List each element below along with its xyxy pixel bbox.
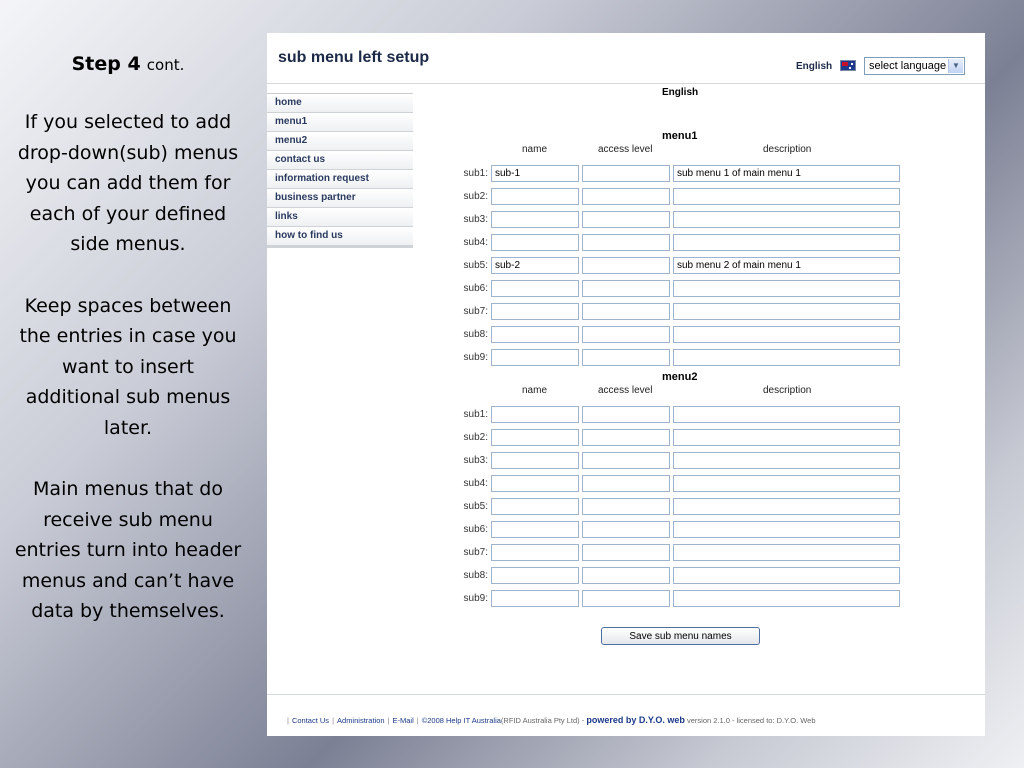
step-label: Step 4: [71, 53, 141, 75]
submenu-name-input[interactable]: sub-1: [491, 165, 579, 182]
submenu-access-input[interactable]: [582, 498, 670, 515]
sidebar-bottom-border: [267, 246, 413, 248]
column-header-description: description: [763, 144, 812, 155]
sidebar-item-links[interactable]: links: [267, 208, 413, 227]
submenu-name-input[interactable]: [491, 567, 579, 584]
column-header-access-level: access level: [598, 385, 653, 396]
submenu-description-input[interactable]: [673, 406, 900, 423]
row-label: sub4:: [463, 478, 488, 489]
row-label: sub9:: [463, 593, 488, 604]
column-header-name: name: [522, 385, 548, 396]
step-cont: cont.: [146, 56, 185, 74]
submenu-name-input[interactable]: [491, 475, 579, 492]
submenu-description-input[interactable]: [673, 429, 900, 446]
sidebar-item-how-to-find-us[interactable]: how to find us: [267, 227, 413, 246]
sidebar-item-menu1[interactable]: menu1: [267, 113, 413, 132]
submenu-name-input[interactable]: [491, 303, 579, 320]
submenu-access-input[interactable]: [582, 567, 670, 584]
submenu-access-input[interactable]: [582, 188, 670, 205]
submenu-name-input[interactable]: [491, 349, 579, 366]
footer-powered-link[interactable]: powered by D.Y.O. web: [586, 715, 685, 725]
submenu-description-input[interactable]: [673, 590, 900, 607]
row-label: sub7:: [463, 547, 488, 558]
submenu-description-input[interactable]: [673, 234, 900, 251]
footer-email-link[interactable]: E-Mail: [392, 716, 414, 725]
footer-contact-link[interactable]: Contact Us: [291, 716, 330, 725]
footer: | Contact Us | Administration | E-Mail | ©2008 Help IT Australia(RFID Australia Pty Ltd) - powered by D.Y.O. web version 2.1.0 - licensed to: D.Y.O. Web: [287, 715, 816, 725]
submenu-name-input[interactable]: sub-2: [491, 257, 579, 274]
submenu-name-input[interactable]: [491, 188, 579, 205]
submenu-name-input[interactable]: [491, 211, 579, 228]
row-label: sub5:: [463, 260, 488, 271]
footer-admin-link[interactable]: Administration: [337, 716, 385, 725]
row-label: sub3:: [463, 214, 488, 225]
page-title: sub menu left setup: [278, 49, 430, 66]
submenu-access-input[interactable]: [582, 544, 670, 561]
sidebar-item-contact-us[interactable]: contact us: [267, 151, 413, 170]
submenu-access-input[interactable]: [582, 475, 670, 492]
submenu-access-input[interactable]: [582, 165, 670, 182]
form-language: English: [662, 87, 699, 98]
submenu-access-input[interactable]: [582, 521, 670, 538]
footer-version: version 2.1.0 - licensed to: D.Y.O. Web: [686, 716, 816, 725]
language-label: English: [796, 61, 833, 72]
submenu-description-input[interactable]: [673, 498, 900, 515]
block-title-menu2: menu2: [662, 371, 698, 383]
submenu-description-input[interactable]: [673, 544, 900, 561]
submenu-name-input[interactable]: [491, 429, 579, 446]
submenu-name-input[interactable]: [491, 590, 579, 607]
australia-flag-icon[interactable]: [840, 60, 856, 71]
paragraph-3: Main menus that do receive sub menu entries turn into header menus and can’t have data by themselves.: [14, 478, 242, 622]
sidebar-item-business-partner[interactable]: business partner: [267, 189, 413, 208]
slide-text: [14, 50, 242, 658]
save-button[interactable]: Save sub menu names: [601, 627, 760, 645]
row-label: sub3:: [463, 455, 488, 466]
submenu-access-input[interactable]: [582, 303, 670, 320]
submenu-name-input[interactable]: [491, 544, 579, 561]
submenu-name-input[interactable]: [491, 406, 579, 423]
submenu-access-input[interactable]: [582, 406, 670, 423]
language-select[interactable]: [864, 57, 965, 75]
row-label: sub1:: [463, 409, 488, 420]
submenu-description-input[interactable]: [673, 280, 900, 297]
submenu-access-input[interactable]: [582, 280, 670, 297]
submenu-name-input[interactable]: [491, 280, 579, 297]
submenu-description-input[interactable]: [673, 521, 900, 538]
submenu-description-input[interactable]: [673, 349, 900, 366]
row-label: sub6:: [463, 283, 488, 294]
submenu-name-input[interactable]: [491, 234, 579, 251]
submenu-description-input[interactable]: sub menu 2 of main menu 1: [673, 257, 900, 274]
row-label: sub8:: [463, 329, 488, 340]
column-header-name: name: [522, 144, 548, 155]
footer-divider: [267, 694, 985, 695]
chevron-down-icon[interactable]: ▼: [948, 59, 963, 73]
submenu-access-input[interactable]: [582, 234, 670, 251]
footer-copyright: ©2008 Help IT Australia: [421, 716, 501, 725]
footer-company: (RFID Australia Pty Ltd) -: [500, 716, 585, 725]
submenu-access-input[interactable]: [582, 349, 670, 366]
language-select-value: select language: [869, 60, 947, 72]
submenu-access-input[interactable]: [582, 211, 670, 228]
paragraph-1: If you selected to add drop-down(sub) menus you can add them for each of your defined side menus.: [17, 111, 239, 255]
block-title-menu1: menu1: [662, 130, 698, 142]
submenu-access-input[interactable]: [582, 590, 670, 607]
column-header-description: description: [763, 385, 812, 396]
submenu-name-input[interactable]: [491, 521, 579, 538]
submenu-description-input[interactable]: [673, 211, 900, 228]
submenu-access-input[interactable]: [582, 452, 670, 469]
submenu-description-input[interactable]: [673, 326, 900, 343]
row-label: sub5:: [463, 501, 488, 512]
submenu-description-input[interactable]: [673, 188, 900, 205]
submenu-access-input[interactable]: [582, 257, 670, 274]
submenu-description-input[interactable]: [673, 303, 900, 320]
submenu-description-input[interactable]: sub menu 1 of main menu 1: [673, 165, 900, 182]
row-label: sub2:: [463, 191, 488, 202]
sidebar-item-home[interactable]: home: [267, 94, 413, 113]
submenu-name-input[interactable]: [491, 326, 579, 343]
column-header-access-level: access level: [598, 144, 653, 155]
submenu-access-input[interactable]: [582, 429, 670, 446]
row-label: sub6:: [463, 524, 488, 535]
submenu-name-input[interactable]: [491, 498, 579, 515]
submenu-name-input[interactable]: [491, 452, 579, 469]
paragraph-2: Keep spaces between the entries in case you want to insert additional sub menus later.: [19, 294, 237, 439]
row-label: sub9:: [463, 352, 488, 363]
row-label: sub1:: [463, 168, 488, 179]
submenu-description-input[interactable]: [673, 567, 900, 584]
row-label: sub7:: [463, 306, 488, 317]
page-header: [267, 33, 985, 84]
sidebar-item-information-request[interactable]: information request: [267, 170, 413, 189]
submenu-access-input[interactable]: [582, 326, 670, 343]
row-label: sub2:: [463, 432, 488, 443]
sidebar-nav: [267, 93, 413, 248]
screenshot-panel: [267, 33, 985, 736]
row-label: sub8:: [463, 570, 488, 581]
step-heading: [14, 50, 242, 79]
submenu-description-input[interactable]: [673, 475, 900, 492]
sidebar-item-menu2[interactable]: menu2: [267, 132, 413, 151]
row-label: sub4:: [463, 237, 488, 248]
submenu-description-input[interactable]: [673, 452, 900, 469]
